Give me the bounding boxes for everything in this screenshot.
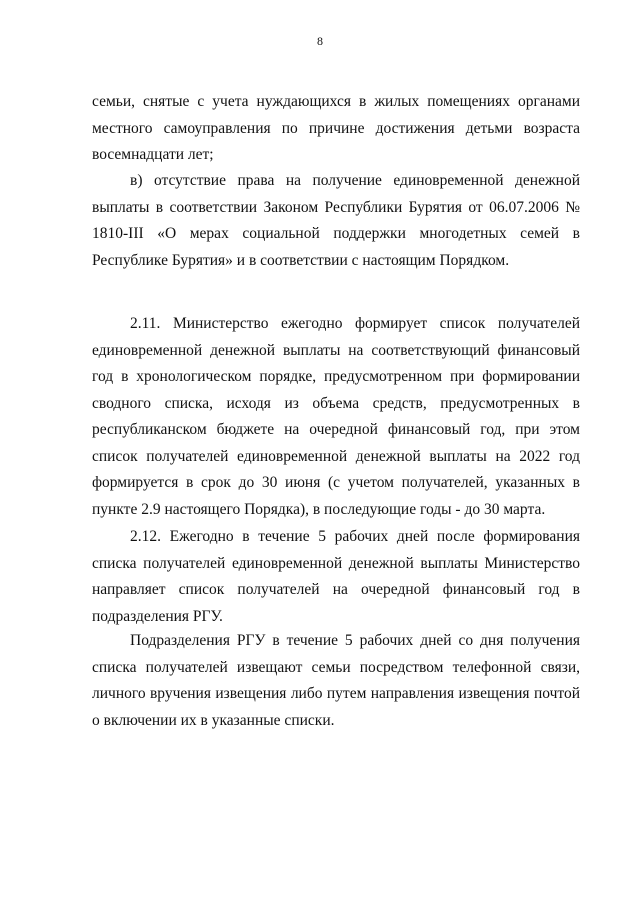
paragraph-2-12: 2.12. Ежегодно в течение 5 рабочих дней после формирования списка получателей единовременной денежной выплаты Министерство направляет список получателей на очередной финансовый год в подразделения РГУ. bbox=[92, 528, 580, 625]
paragraph-rgu-notification: Подразделения РГУ в течение 5 рабочих дней со дня получения списка получателей извещают семьи посредством телефонной связи, личного вручения извещения либо путем направления извещения почтой о включении их в указанные списки. bbox=[92, 632, 580, 729]
paragraph-subitem-v: в) отсутствие права на получение единовременной денежной выплаты в соответствии Законом Республики Бурятия от 06.07.2006 № 1810-III «О мерах социальной поддержки многодетных семей в Республике Бурятия» и в соответствии с настоящим Порядком. bbox=[92, 172, 580, 269]
paragraph-continuation: семьи, снятые с учета нуждающихся в жилых помещениях органами местного самоуправления по причине достижения детьми возраста восемнадцати лет; bbox=[92, 93, 580, 163]
paragraph-2-11: 2.11. Министерство ежегодно формирует список получателей единовременной денежной выплаты на соответствующий финансовый год в хронологическом порядке, предусмотренном при формировании сводного списка, исходя из объема средств, предусмотренных в республиканском бюджете на очередной финансовый год, при этом список получателей единовременной денежной выплаты на 2022 год формируется в срок до 30 июня (с учетом получателей, указанных в пункте 2.9 настоящего Порядка), в последующие годы - до 30 марта. bbox=[92, 315, 580, 518]
page-number: 8 bbox=[317, 34, 323, 48]
